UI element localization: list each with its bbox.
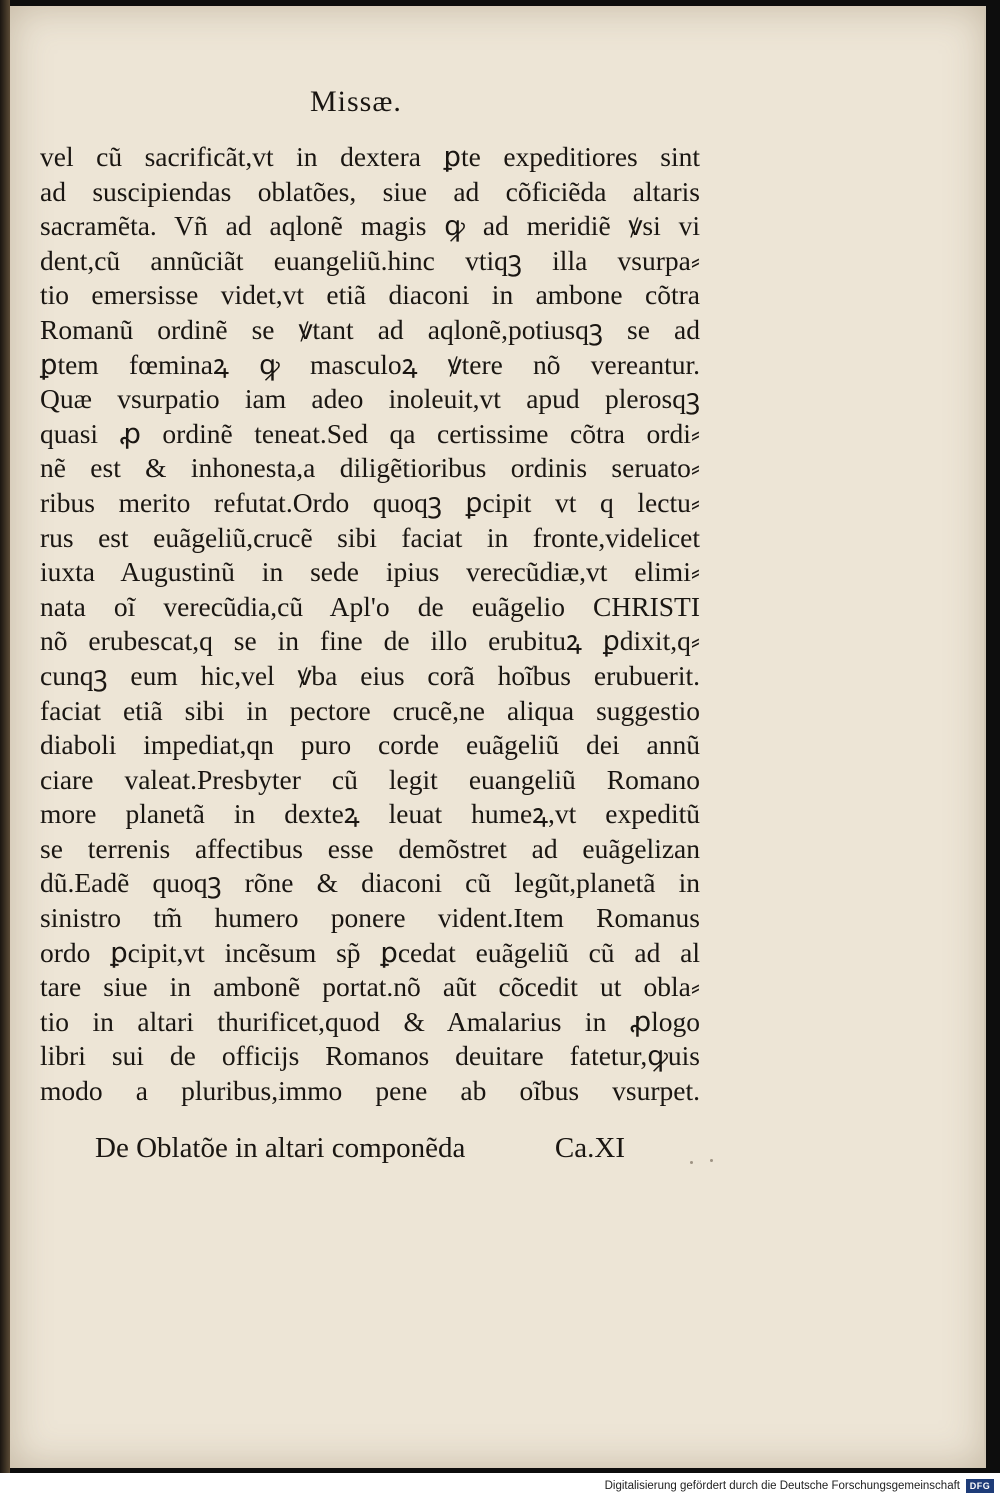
text-line: more planetã in dexteꝝ leuat humeꝝ,vt expeditũ <box>40 798 700 830</box>
text-line: cunqꝫ eum hic,vel ꝟba eius corã hoĩbus erubuerit. <box>40 659 700 691</box>
text-line: ciare valeat.Presbyter cũ legit euangeliũ Romano <box>40 763 700 795</box>
chapter-number: Ca.XI <box>554 1132 625 1164</box>
text-line: diaboli impediat,qn puro corde euãgeliũ dei annũ <box>40 729 700 761</box>
text-line: tio in altari thurificet,quod & Amalarius in ꝓlogo <box>40 1005 700 1037</box>
text-line: ribus merito refutat.Ordo quoqꝫ ꝑcipit vt q lectu⸗ <box>40 486 700 518</box>
chapter-title: De Oblatõe in altari componẽda <box>95 1132 466 1164</box>
text-line: tio emersisse videt,vt etiã diaconi in ambone cõtra <box>40 279 700 311</box>
running-head: Missæ. <box>310 85 402 118</box>
paper-speck <box>690 1161 693 1164</box>
text-line: nõ erubescat,q se in fine de illo erubituꝝ ꝑdixit,q⸗ <box>40 625 700 657</box>
text-line: sinistro tm̃ humero ponere vident.Item Romanus <box>40 902 700 934</box>
text-line: vel cũ sacrificãt,vt in dextera ꝑte expeditiores sint <box>40 141 700 172</box>
paper-speck <box>710 1159 713 1162</box>
text-line: se terrenis affectibus esse demõstret ad euãgelizan <box>40 832 700 864</box>
binding-edge <box>0 0 10 1473</box>
body-text <box>40 140 700 1109</box>
text-line: ad suscipiendas oblatões, siue ad cõficiẽda altaris <box>40 175 700 207</box>
text-line: iuxta Augustinũ in sede ipius verecũdiæ,vt elimi⸗ <box>40 556 700 588</box>
text-line: libri sui de officijs Romanos deuitare fatetur,ꝙuis <box>40 1040 700 1072</box>
text-line: ꝑtem fœminaꝝ ꝙ masculoꝝ ꝟtere nõ vereantur. <box>40 348 700 380</box>
text-line: modo a pluribus,immo pene ab oĩbus vsurpet. <box>40 1075 700 1107</box>
text-line: nata oĩ verecũdia,cũ Apl'o de euãgelio CHRISTI <box>40 590 700 622</box>
text-line: nẽ est & inhonesta,a diligẽtioribus ordinis seruato⸗ <box>40 452 700 484</box>
funding-note: Digitalisierung gefördert durch die Deutsche Forschungsgemeinschaft <box>604 1480 960 1492</box>
dfg-logo: DFG <box>966 1479 994 1493</box>
chapter-heading <box>95 1132 625 1165</box>
text-line: tare siue in ambonẽ portat.nõ aũt cõcedit ut obla⸗ <box>40 971 700 1003</box>
text-line: ordo ꝑcipit,vt incẽsum sp̃ ꝑcedat euãgeliũ cũ ad al <box>40 936 700 968</box>
page-edge <box>984 6 986 1468</box>
text-line: dũ.Eadẽ quoqꝫ rõne & diaconi cũ legũt,planetã in <box>40 867 700 899</box>
text-line: Quæ vsurpatio iam adeo inoleuit,vt apud plerosqꝫ <box>40 383 700 415</box>
text-line: Romanũ ordinẽ se ꝟtant ad aqlonẽ,potiusqꝫ se ad <box>40 313 700 345</box>
text-line: quasi ꝓ ordinẽ teneat.Sed qa certissime cõtra ordi⸗ <box>40 417 700 449</box>
text-line: sacramẽta. Vñ ad aqlonẽ magis ꝙ ad meridiẽ ꝟsi vi <box>40 210 700 242</box>
text-line: rus est euãgeliũ,crucẽ sibi faciat in fronte,videlicet <box>40 521 700 553</box>
footer-bar <box>0 1473 1000 1500</box>
text-line: faciat etiã sibi in pectore crucẽ,ne aliqua suggestio <box>40 694 700 726</box>
text-line: dent,cũ annũciãt euangeliũ.hinc vtiqꝫ illa vsurpa⸗ <box>40 244 700 276</box>
